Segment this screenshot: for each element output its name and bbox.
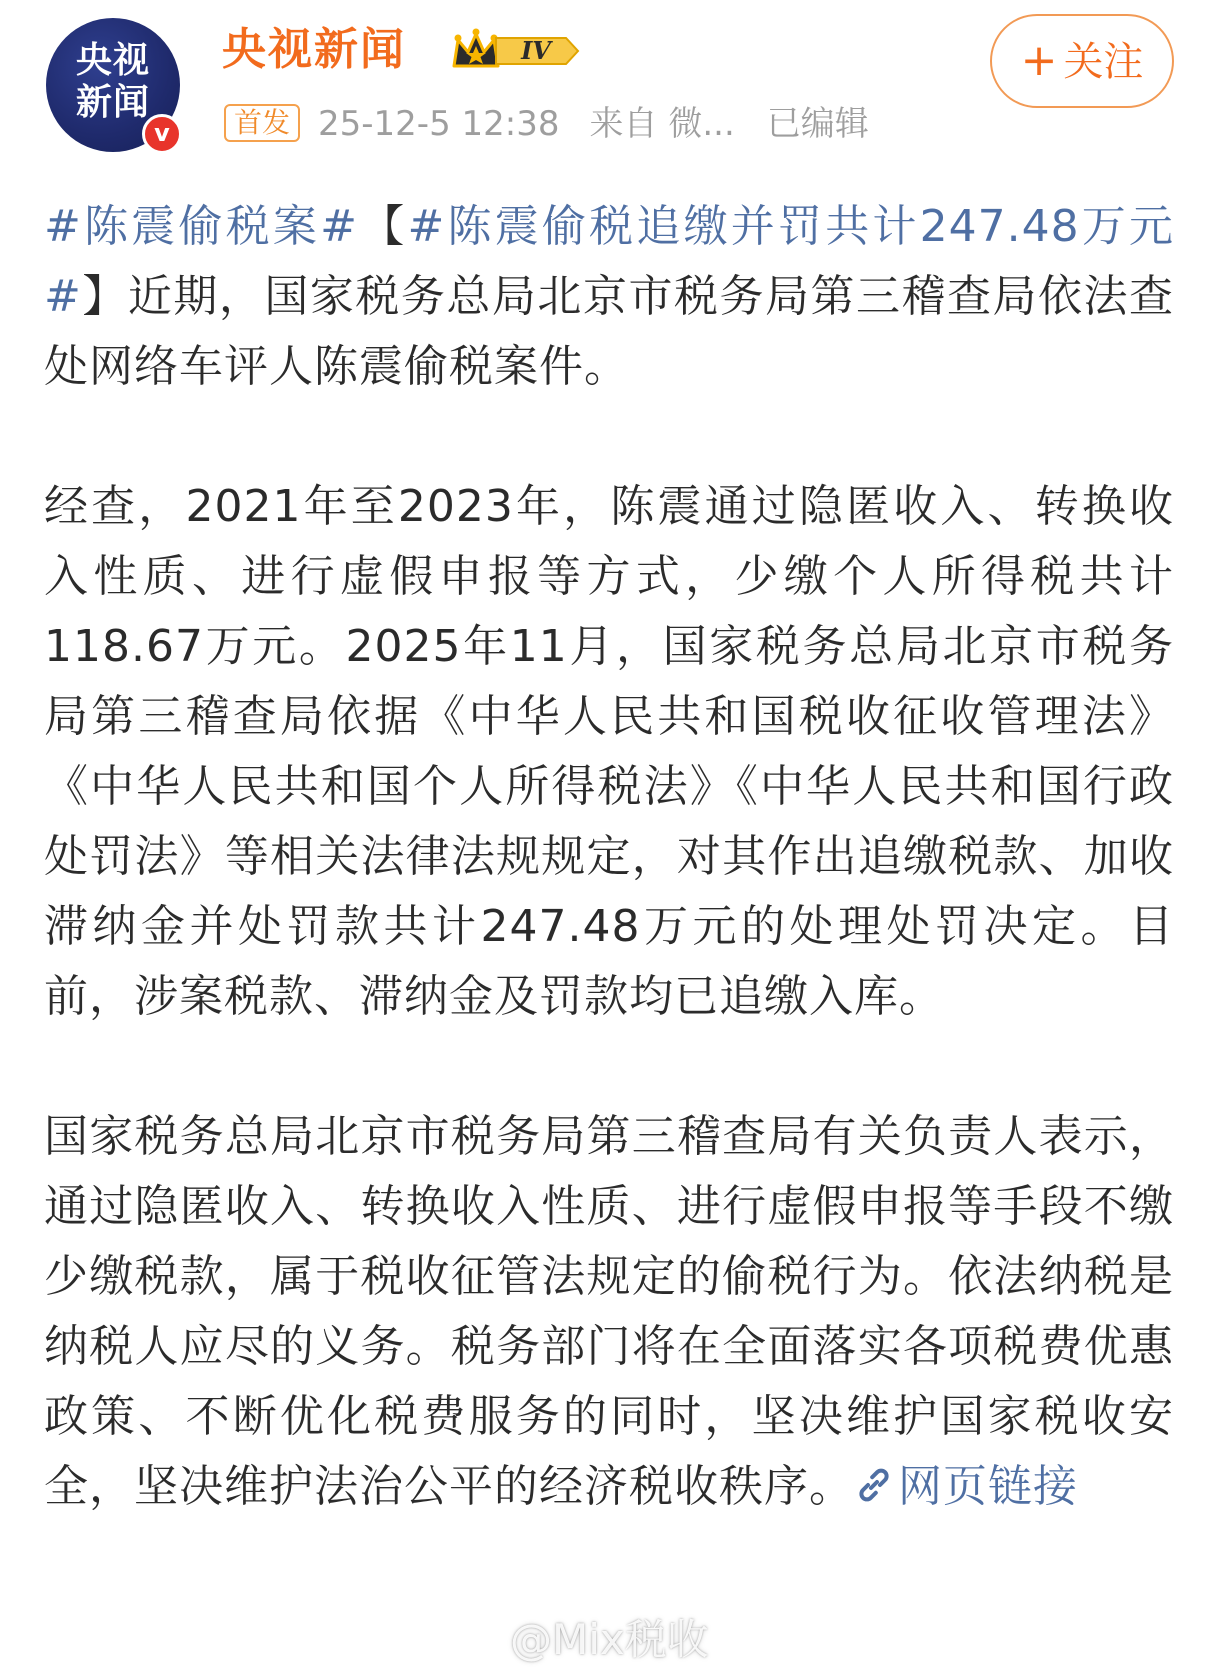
post-content xyxy=(44,192,1174,1522)
post-meta xyxy=(224,102,869,146)
post-paragraph-2: 经查，2021年至2023年，陈震通过隐匿收入、转换收入性质、进行虚假申报等方式，少缴个人所得税共计118.67万元。2025年11月，国家税务总局北京市税务局第三稽查局依据《中华人民共和国税收征收管理法》《中华人民共和国个人所得税法》《中华人民共和国行政处罚法》等相关法律法规规定，对其作出追缴税款、加收滞纳金并处罚款共计247.48万元的处理处罚决定。目前，涉案税款、滞纳金及罚款均已追缴入库。 xyxy=(44,481,1174,1022)
bracket-close: 】 xyxy=(81,271,128,322)
link-icon xyxy=(854,1465,894,1505)
topic-link-1[interactable]: #陈震偷税案# xyxy=(44,201,359,252)
watermark: @Mix税收 xyxy=(510,1615,709,1664)
avatar-logo-line1: 央视 xyxy=(75,40,150,81)
follow-button-label: 关注 xyxy=(1063,39,1144,85)
bracket-open: 【 xyxy=(358,201,408,252)
avatar-logo-line2: 新闻 xyxy=(75,82,150,123)
edited-label[interactable]: 已编辑 xyxy=(766,104,869,144)
post-paragraph-1 xyxy=(44,192,1174,402)
web-link[interactable] xyxy=(854,1461,1078,1512)
plus-icon: + xyxy=(1020,35,1058,86)
web-link-label: 网页链接 xyxy=(898,1461,1078,1512)
crown-level-icon[interactable] xyxy=(450,26,582,76)
avatar[interactable] xyxy=(46,18,180,152)
post-source[interactable]: 来自 微... xyxy=(589,104,735,144)
post-paragraph-3 xyxy=(44,1102,1174,1522)
paragraph-3-text: 国家税务总局北京市税务局第三稽查局有关负责人表示，通过隐匿收入、转换收入性质、进行虚假申报等手段不缴少缴税款，属于税收征管法规定的偷税行为。依法纳税是纳税人应尽的义务。税务部门将在全面落实各项税费优惠政策、不断优化税费服务的同时，坚决维护国家税收安全，坚决维护法治公平的经济税收秩序。 xyxy=(44,1111,1174,1512)
level-badge-label: IV xyxy=(521,36,551,65)
post-header xyxy=(0,0,1216,160)
author-name[interactable]: 央视新闻 xyxy=(222,24,406,75)
paragraph-1-text: 近期，国家税务总局北京市税务局第三稽查局依法查处网络车评人陈震偷税案件。 xyxy=(44,271,1175,392)
avatar-logo-text xyxy=(46,40,180,124)
first-post-tag: 首发 xyxy=(224,104,300,142)
post-timestamp[interactable]: 25-12-5 12:38 xyxy=(318,104,560,144)
topic-link-2[interactable]: #陈震偷税追缴并罚共计247.48万元# xyxy=(44,201,1175,322)
verified-v-icon: v xyxy=(142,114,182,154)
follow-button[interactable] xyxy=(990,14,1174,108)
